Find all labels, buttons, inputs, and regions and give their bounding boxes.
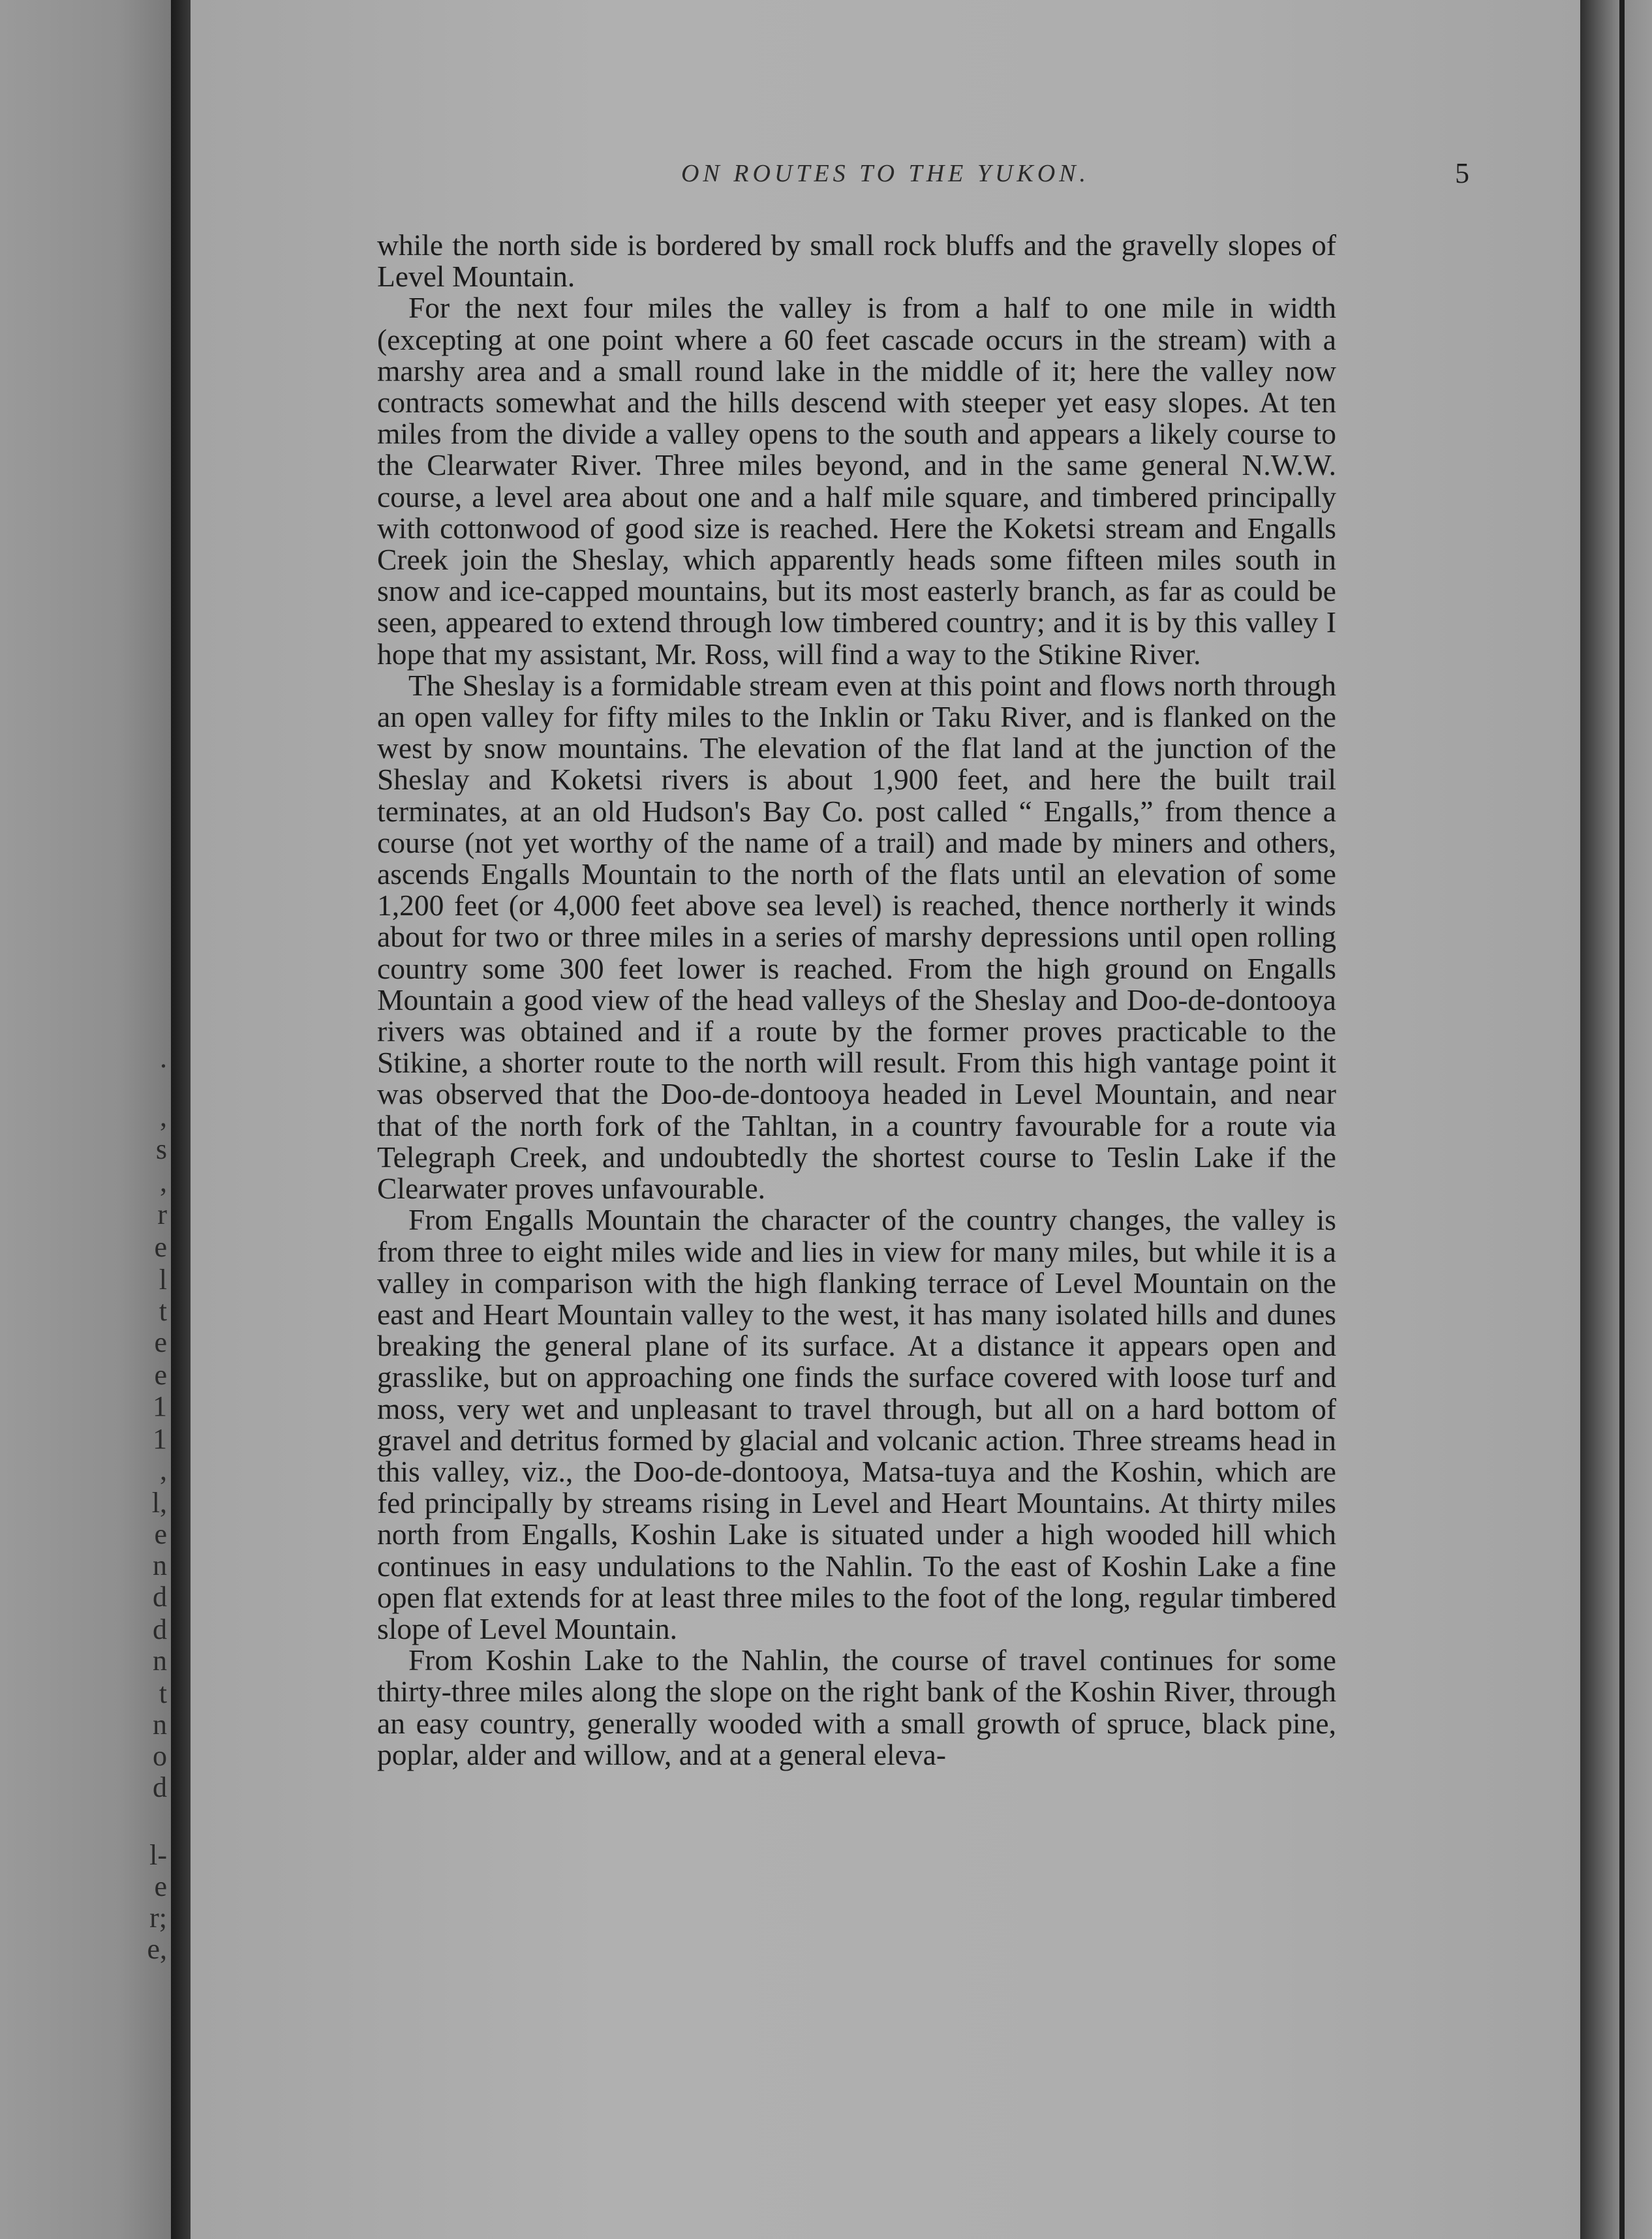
fragment: l- (149, 1839, 167, 1871)
fragment: 1 (153, 1390, 167, 1422)
fragment: , (160, 1454, 167, 1486)
fragment: d (153, 1581, 167, 1613)
page-number: 5 (1455, 157, 1469, 189)
fragment: d (153, 1613, 167, 1645)
paragraph: From Engalls Mountain the character of the country changes, the valley is from three to eight miles wide and lies in view for many miles, but while it is a valley in comparison with the high flanking terrace of Level Mountain on the east and Heart Mountain valley to the west, it has many isolated hills and dunes breaking the general plane of its surface. At a distance it appears open and grasslike, but on approaching one finds the surface covered with loose turf and moss, very wet and unpleasant to travel through, but all on a hard bottom of gravel and detritus formed by glacial and volcanic action. Three streams head in this valley, viz., the Doo-de-dontooya, Matsa-tuya and the Koshin, which are fed principally by streams rising in Level and Heart Mountains. At thirty miles north from Engalls, Koshin Lake is situated under a high wooded hill which continues in easy undulations to the Nahlin. To the east of Koshin Lake a fine open flat extends for at least three miles to the foot of the long, regular timbered slope of Level Mountain. (377, 1203, 1336, 1645)
fragment: e, (147, 1933, 167, 1965)
fragment: t (159, 1295, 167, 1327)
page-header (191, 151, 1580, 197)
paragraph: The Sheslay is a formidable stream even at this point and flows north through an open valley for fifty miles to the Inklin or Taku River, and is flanked on the west by snow mountains. The elevation of the flat land at the junction of the Sheslay and Koketsi rivers is about 1,900 feet, and here the built trail terminates, at an old Hudson's Bay Co. post called “ Engalls,” from thence a course (not yet worthy of the name of a trail) and made by miners and others, ascends Engalls Mountain to the north of the flats until an elevation of some 1,200 feet (or 4,000 feet above sea level) is reached, thence northerly it winds about for two or three miles in a series of marshy depressions until open rolling country some 300 feet lower is reached. From the high ground on Engalls Mountain a good view of the head valleys of the Sheslay and Doo-de-dontooya rivers was obtained and if a route by the former proves practicable to the Stikine, a shorter route to the north will result. From this high vantage point it was observed that the Doo-de-dontooya headed in Level Mountain, and near that of the north fork of the Tahltan, in a country favourable for a route via Telegraph Creek, and undoubtedly the shortest course to Teslin Lake if the Clearwater proves unfavourable. (377, 668, 1336, 1206)
fragment: n (153, 1549, 167, 1581)
fragment: , (160, 1101, 167, 1133)
page-edge (1580, 0, 1652, 2239)
fragment: t (159, 1677, 167, 1709)
paragraph: For the next four miles the valley is from a half to one mile in width (excepting at one point where a 60 feet cascade occurs in the stream) with a marshy area and a small round lake in the middle of it; here the valley now contracts somewhat and the hills descend with steeper yet easy slopes. At ten miles from the divide a valley opens to the south and appears a likely course to the Clearwater River. Three miles beyond, and in the same general N.W.W. course, a level area about one and a half mile square, and timbered principally with cottonwood of good size is reached. Here the Koketsi stream and Engalls Creek join the Sheslay, which apparently heads some fifteen miles south in snow and ice-capped mountains, but its most easterly branch, as far as could be seen, appeared to extend through low timbered country; and it is by this valley I hope that my assistant, Mr. Ross, will find a way to the Stikine River. (377, 291, 1336, 671)
fragment: d (153, 1771, 167, 1803)
fragment: r (157, 1198, 167, 1230)
body-text (377, 230, 1336, 1771)
fragment: r; (149, 1902, 167, 1934)
left-page-margin-fragments (0, 0, 171, 2239)
fragment: o (153, 1740, 167, 1772)
fragment: e (154, 1870, 167, 1902)
fragment: n (153, 1645, 167, 1677)
fragment: n (153, 1709, 167, 1741)
running-title: ON ROUTES TO THE YUKON. (681, 160, 1090, 187)
fragment: s (155, 1133, 167, 1165)
fragment: e (154, 1231, 167, 1263)
fragment: . (160, 1042, 167, 1074)
fragment: e (154, 1359, 167, 1391)
paragraph: From Koshin Lake to the Nahlin, the course of travel continues for some thirty-three miles along the slope on the right bank of the Koshin River, through an easy country, generally wooded with a small growth of spruce, black pine, poplar, alder and willow, and at a general eleva- (377, 1643, 1336, 1771)
paragraph-continued: while the north side is bordered by small rock bluffs and the gravelly slopes of Level Mountain. (377, 228, 1336, 294)
fragment: e (154, 1326, 167, 1358)
fragment: 1 (153, 1423, 167, 1455)
fragment: l (159, 1264, 167, 1296)
book-gutter (171, 0, 191, 2239)
fragment: l, (151, 1487, 167, 1519)
fragment: e (154, 1518, 167, 1550)
fragment: , (160, 1166, 167, 1198)
